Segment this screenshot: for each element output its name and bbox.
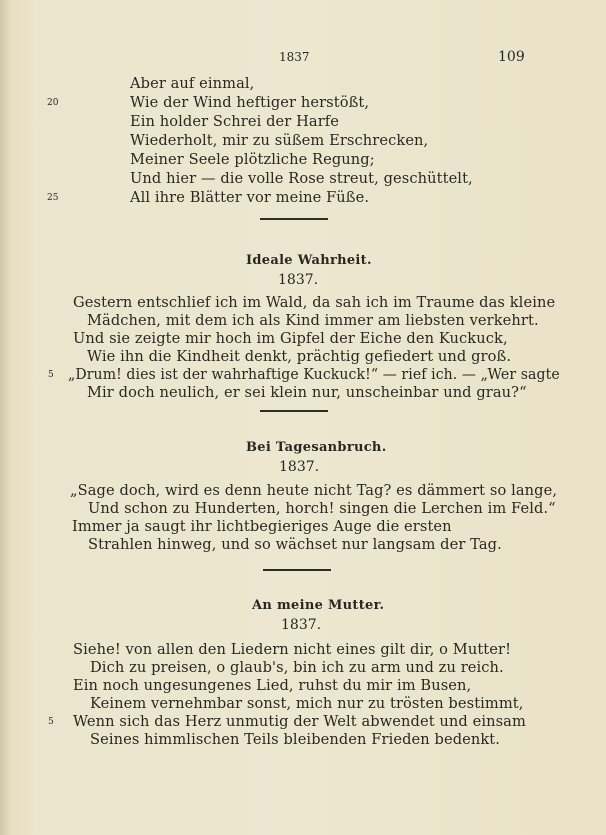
poem-line: „Drum! dies ist der wahrhaftige Kuckuck!“ — rief ich. — „Wer sagte <box>68 366 560 383</box>
poem-line: Mädchen, mit dem ich als Kind immer am liebsten verkehrt. <box>87 312 539 329</box>
poem-line: Seines himmlischen Teils bleibenden Frieden bedenkt. <box>90 731 501 748</box>
section-divider <box>260 410 328 412</box>
poem-line: Mir doch neulich, er sei klein nur, unscheinbar und grau?“ <box>87 384 527 401</box>
poem-year: 1837. <box>281 617 322 633</box>
header-year: 1837 <box>279 50 310 64</box>
line-number: 20 <box>47 98 59 108</box>
page-gutter-shadow <box>0 0 10 835</box>
poem-line: Wiederholt, mir zu süßem Erschrecken, <box>130 132 429 149</box>
poem-line: Dich zu preisen, o glaub's, bin ich zu arm und zu reich. <box>90 659 504 676</box>
poem-title: Ideale Wahrheit. <box>246 253 372 268</box>
poem-line: Ein holder Schrei der Harfe <box>130 113 340 130</box>
poem-year: 1837. <box>279 459 320 475</box>
poem-line: Und sie zeigte mir hoch im Gipfel der Eiche den Kuckuck, <box>73 330 508 347</box>
poem-line: Keinem vernehmbar sonst, mich nur zu trösten bestimmt, <box>90 695 524 712</box>
line-number: 5 <box>48 717 54 727</box>
poem-year: 1837. <box>278 272 319 288</box>
running-header <box>0 50 606 66</box>
page-number: 109 <box>498 49 525 65</box>
poem-line: Strahlen hinweg, und so wächset nur langsam der Tag. <box>88 536 502 553</box>
line-number: 25 <box>47 193 59 203</box>
poem-line: Immer ja saugt ihr lichtbegieriges Auge die ersten <box>72 518 452 535</box>
poem-line: All ihre Blätter vor meine Füße. <box>130 189 370 206</box>
poem-line: Wenn sich das Herz unmutig der Welt abwendet und einsam <box>73 713 526 730</box>
poem-line: Ein noch ungesungenes Lied, ruhst du mir im Busen, <box>73 677 472 694</box>
poem-line: Und schon zu Hunderten, horch! singen die Lerchen im Feld.“ <box>88 500 556 517</box>
poem-title: An meine Mutter. <box>252 598 385 613</box>
poem-line: Und hier — die volle Rose streut, geschüttelt, <box>130 170 473 187</box>
poem-line: Wie ihn die Kindheit denkt, prächtig gefiedert und groß. <box>87 348 512 365</box>
poem-line: Meiner Seele plötzliche Regung; <box>130 151 375 168</box>
poem-title: Bei Tagesanbruch. <box>246 440 387 455</box>
poem-line: „Sage doch, wird es denn heute nicht Tag? es dämmert so lange, <box>70 482 558 499</box>
poem-line: Siehe! von allen den Liedern nicht eines gilt dir, o Mutter! <box>73 641 512 658</box>
poem-line: Gestern entschlief ich im Wald, da sah ich im Traume das kleine <box>73 294 556 311</box>
section-divider <box>260 218 328 220</box>
poem-line: Wie der Wind heftiger herstößt, <box>130 94 370 111</box>
poem-line: Aber auf einmal, <box>130 75 255 92</box>
section-divider <box>263 569 331 571</box>
line-number: 5 <box>48 370 54 380</box>
